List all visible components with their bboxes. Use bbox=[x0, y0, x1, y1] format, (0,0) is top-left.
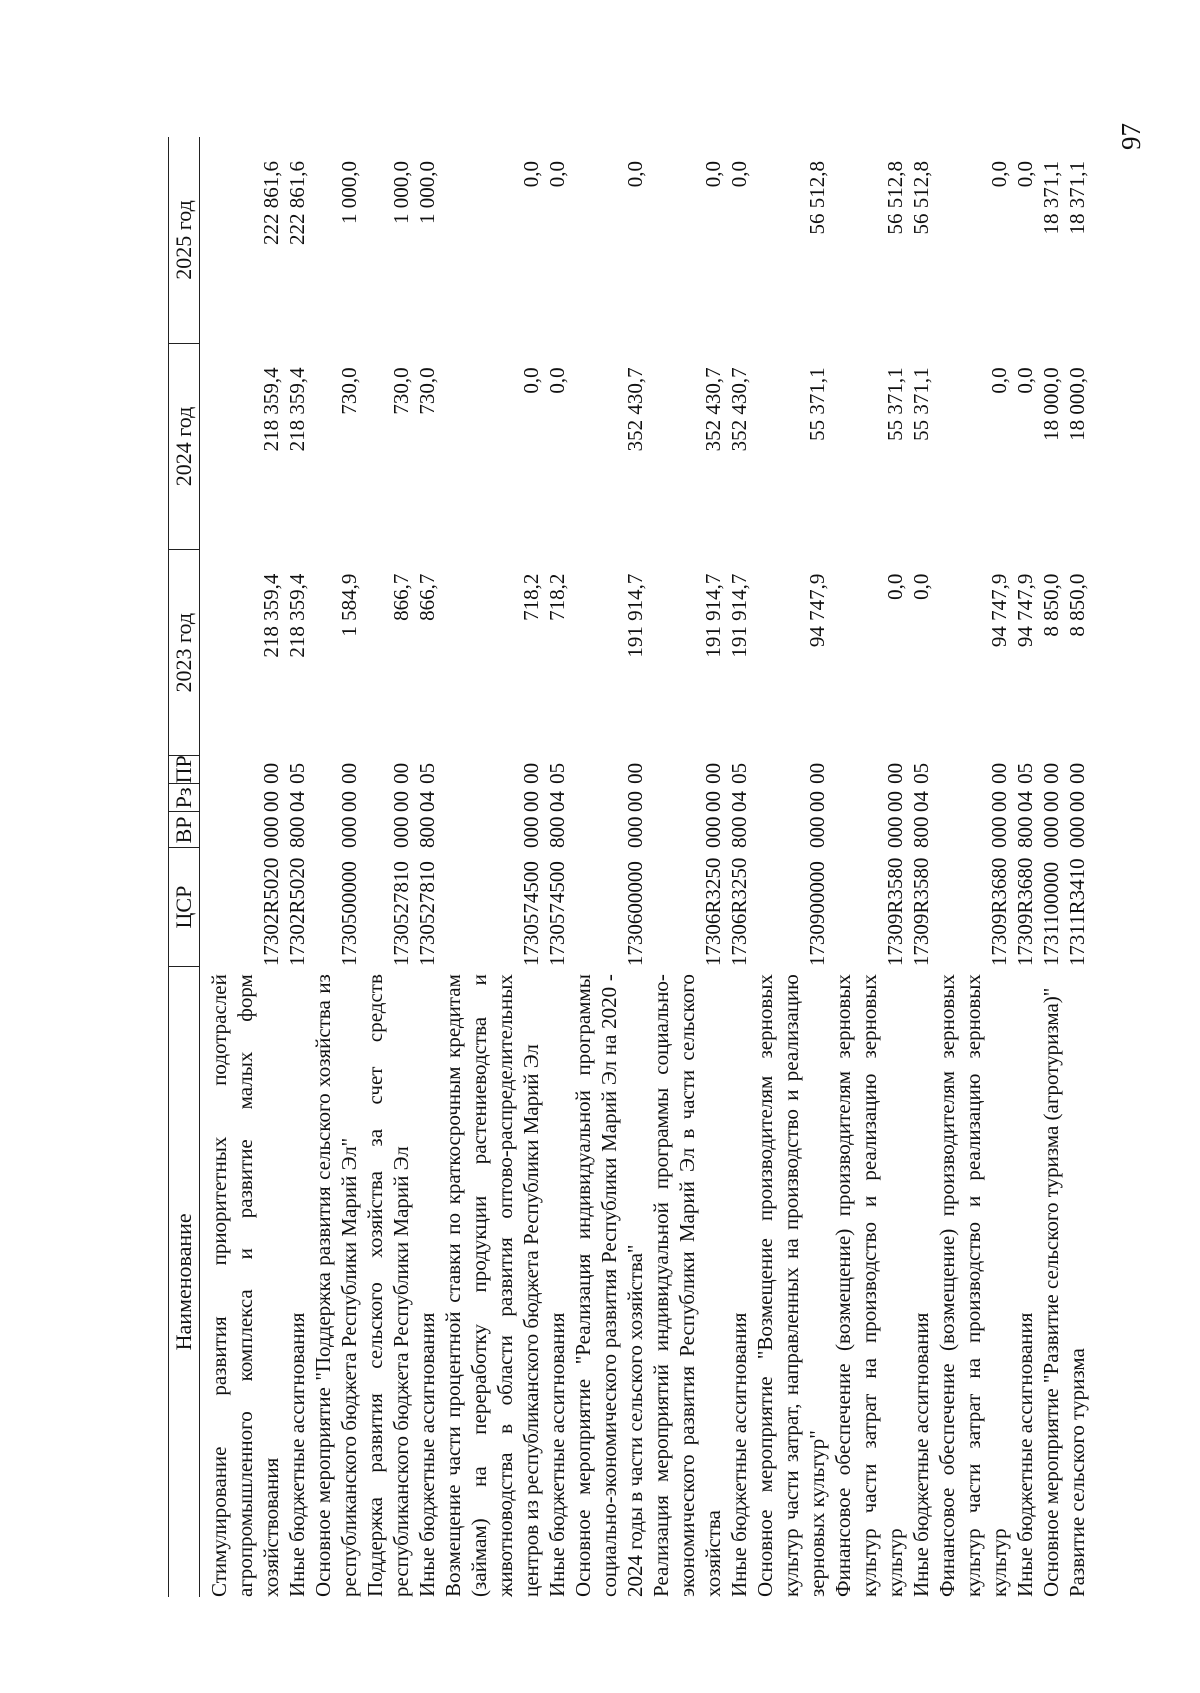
row-2023: 218 359,4 bbox=[259, 573, 283, 658]
row-rz: 00 bbox=[883, 790, 907, 812]
row-vr: 800 bbox=[545, 816, 569, 848]
row-csr: 17302R5020 bbox=[285, 857, 309, 967]
row-2025: 0,0 bbox=[519, 161, 543, 188]
row-csr: 1731100000 bbox=[1039, 861, 1063, 967]
row-csr: 17306R3250 bbox=[727, 857, 751, 967]
row-2025: 18 371,1 bbox=[1039, 161, 1063, 235]
row-vr: 800 bbox=[285, 816, 309, 848]
row-rz: 00 bbox=[337, 790, 361, 812]
row-rz: 04 bbox=[415, 790, 439, 812]
table-row bbox=[544, 137, 570, 1597]
row-2024: 352 430,7 bbox=[727, 367, 751, 452]
row-pr: 00 bbox=[389, 762, 413, 784]
table-row bbox=[362, 137, 414, 1597]
row-2023: 94 747,9 bbox=[987, 573, 1011, 648]
row-pr: 00 bbox=[259, 762, 283, 784]
row-name: Финансовое обеспечение (возмещение) производителям зерновых культур части затрат на производство и реализацию зерновых культур bbox=[935, 974, 1011, 1597]
row-2024: 730,0 bbox=[415, 367, 439, 415]
row-2024: 55 371,1 bbox=[909, 367, 933, 441]
row-rz: 00 bbox=[1039, 790, 1063, 812]
row-2023: 191 914,7 bbox=[701, 573, 725, 658]
row-pr: 00 bbox=[1065, 762, 1089, 784]
row-2024: 55 371,1 bbox=[883, 367, 907, 441]
row-name: Реализация мероприятий индивидуальной программы социально-экономического развития Республики Марий Эл в части сельского хозяйства bbox=[649, 974, 725, 1597]
row-2023: 718,2 bbox=[545, 573, 569, 621]
row-2023: 8 850,0 bbox=[1065, 573, 1089, 637]
table-row bbox=[726, 137, 752, 1597]
row-2023: 218 359,4 bbox=[285, 573, 309, 658]
row-csr: 1730527810 bbox=[415, 861, 439, 967]
row-pr: 05 bbox=[545, 762, 569, 784]
row-pr: 00 bbox=[883, 762, 907, 784]
row-name: Поддержка развития сельского хозяйства за счет средств республиканского бюджета Республики Марий Эл bbox=[363, 974, 413, 1597]
row-csr: 17309R3580 bbox=[883, 857, 907, 967]
row-rz: 00 bbox=[701, 790, 725, 812]
row-vr: 000 bbox=[805, 816, 829, 848]
row-2024: 18 000,0 bbox=[1065, 367, 1089, 441]
header-2025: 2025 год bbox=[169, 137, 200, 343]
row-name: Основное мероприятие "Поддержка развития сельского хозяйства из республиканского бюджета Республики Марий Эл" bbox=[311, 974, 361, 1597]
row-2025: 0,0 bbox=[545, 161, 569, 188]
table-row bbox=[440, 137, 544, 1597]
row-pr: 05 bbox=[415, 762, 439, 784]
row-vr: 000 bbox=[389, 816, 413, 848]
table-row bbox=[310, 137, 362, 1597]
table-row bbox=[570, 137, 648, 1597]
row-pr: 05 bbox=[1013, 762, 1037, 784]
row-2024: 218 359,4 bbox=[285, 367, 309, 452]
row-2025: 1 000,0 bbox=[415, 161, 439, 224]
row-rz: 04 bbox=[1013, 790, 1037, 812]
row-2025: 0,0 bbox=[701, 161, 725, 188]
row-csr: 1730527810 bbox=[389, 861, 413, 967]
header-rz: Рз bbox=[169, 784, 200, 812]
header-2023: 2023 год bbox=[169, 550, 200, 756]
row-2025: 222 861,6 bbox=[259, 161, 283, 245]
row-2025: 56 512,8 bbox=[883, 161, 907, 235]
row-2024: 218 359,4 bbox=[259, 367, 283, 452]
row-pr: 05 bbox=[909, 762, 933, 784]
row-vr: 000 bbox=[701, 816, 725, 848]
row-2023: 1 584,9 bbox=[337, 573, 361, 637]
row-2025: 56 512,8 bbox=[909, 161, 933, 235]
row-vr: 000 bbox=[259, 816, 283, 848]
table-row bbox=[414, 137, 440, 1597]
table-row bbox=[1012, 137, 1038, 1597]
row-rz: 00 bbox=[259, 790, 283, 812]
row-vr: 800 bbox=[909, 816, 933, 848]
row-csr: 17306R3250 bbox=[701, 857, 725, 967]
row-vr: 000 bbox=[623, 816, 647, 848]
row-csr: 17309R3680 bbox=[1013, 857, 1037, 967]
row-2024: 730,0 bbox=[337, 367, 361, 415]
row-2025: 1 000,0 bbox=[389, 161, 413, 224]
row-pr: 00 bbox=[987, 762, 1011, 784]
row-csr: 17309R3680 bbox=[987, 857, 1011, 967]
table-row bbox=[1038, 137, 1064, 1597]
header-name: Наименование bbox=[169, 966, 200, 1597]
table-row bbox=[934, 137, 1012, 1597]
row-2025: 0,0 bbox=[623, 161, 647, 188]
row-vr: 800 bbox=[727, 816, 751, 848]
row-rz: 04 bbox=[545, 790, 569, 812]
page-number: 97 bbox=[1116, 123, 1146, 150]
row-csr: 17311R3410 bbox=[1065, 858, 1089, 967]
table-row bbox=[648, 137, 726, 1597]
row-name: Основное мероприятие "Развитие сельского туризма (агротуризма)" bbox=[1039, 987, 1063, 1597]
table-header-row bbox=[169, 137, 200, 1597]
row-2023: 191 914,7 bbox=[727, 573, 751, 658]
row-name: Иные бюджетные ассигнования bbox=[285, 1312, 309, 1597]
row-csr: 1730574500 bbox=[519, 861, 543, 967]
row-2023: 0,0 bbox=[883, 573, 907, 600]
row-vr: 800 bbox=[415, 816, 439, 848]
row-rz: 00 bbox=[1065, 790, 1089, 812]
row-rz: 00 bbox=[987, 790, 1011, 812]
row-name: Финансовое обеспечение (возмещение) производителям зерновых культур части затрат на производство и реализацию зерновых культур bbox=[831, 974, 907, 1597]
table-row bbox=[908, 137, 934, 1597]
row-pr: 00 bbox=[805, 762, 829, 784]
row-2023: 191 914,7 bbox=[623, 573, 647, 658]
row-name: Стимулирование развития приоритетных подотраслей агропромышленного комплекса и развитие малых форм хозяйствования bbox=[207, 974, 283, 1597]
row-rz: 00 bbox=[623, 790, 647, 812]
row-vr: 000 bbox=[519, 816, 543, 848]
row-vr: 000 bbox=[883, 816, 907, 848]
row-rz: 04 bbox=[727, 790, 751, 812]
row-name: Основное мероприятие "Возмещение производителям зерновых культур части затрат, направленных на производство и реализацию зерновых культур" bbox=[753, 974, 829, 1597]
header-csr: ЦСР bbox=[169, 848, 200, 966]
header-pr: ПР bbox=[169, 756, 200, 784]
row-rz: 00 bbox=[519, 790, 543, 812]
table-row bbox=[752, 137, 830, 1597]
row-2024: 352 430,7 bbox=[701, 367, 725, 452]
row-csr: 1730500000 bbox=[337, 861, 361, 967]
table-row bbox=[200, 137, 285, 1597]
row-pr: 00 bbox=[623, 762, 647, 784]
row-rz: 00 bbox=[389, 790, 413, 812]
row-csr: 17302R5020 bbox=[259, 857, 283, 967]
row-2023: 0,0 bbox=[909, 573, 933, 600]
row-csr: 1730574500 bbox=[545, 861, 569, 967]
row-2024: 352 430,7 bbox=[623, 367, 647, 452]
row-2023: 8 850,0 bbox=[1039, 573, 1063, 637]
row-pr: 05 bbox=[285, 762, 309, 784]
row-name: Иные бюджетные ассигнования bbox=[909, 1312, 933, 1597]
row-vr: 000 bbox=[987, 816, 1011, 848]
header-vr: ВР bbox=[169, 812, 200, 848]
row-2024: 55 371,1 bbox=[805, 367, 829, 441]
row-2025: 0,0 bbox=[1013, 161, 1037, 188]
row-2023: 94 747,9 bbox=[1013, 573, 1037, 648]
table-row bbox=[1064, 137, 1090, 1597]
table-row bbox=[284, 137, 310, 1597]
row-rz: 00 bbox=[805, 790, 829, 812]
row-vr: 000 bbox=[1065, 816, 1089, 848]
row-csr: 1730600000 bbox=[623, 861, 647, 967]
row-pr: 00 bbox=[701, 762, 725, 784]
rotated-page bbox=[168, 137, 1172, 1597]
row-name: Возмещение части процентной ставки по краткосрочным кредитам (займам) на переработку продукции растениеводства и животноводства в области развития оптово-распределительных центров из республиканского бюджета Республики Марий Эл bbox=[441, 974, 543, 1597]
row-2024: 730,0 bbox=[389, 367, 413, 415]
table-row bbox=[830, 137, 908, 1597]
row-2023: 94 747,9 bbox=[805, 573, 829, 648]
row-2025: 1 000,0 bbox=[337, 161, 361, 224]
budget-table bbox=[168, 137, 1090, 1597]
row-name: Развитие сельского туризма bbox=[1065, 1348, 1089, 1597]
row-2025: 0,0 bbox=[987, 161, 1011, 188]
row-pr: 05 bbox=[727, 762, 751, 784]
row-name: Основное мероприятие "Реализация индивидуальной программы социально-экономического развития Республики Марий Эл на 2020 - 2024 годы в части сельского хозяйства" bbox=[571, 974, 647, 1597]
row-pr: 00 bbox=[519, 762, 543, 784]
row-2023: 866,7 bbox=[389, 573, 413, 621]
row-csr: 17309R3580 bbox=[909, 857, 933, 967]
row-2024: 18 000,0 bbox=[1039, 367, 1063, 441]
header-2024: 2024 год bbox=[169, 343, 200, 549]
row-2023: 718,2 bbox=[519, 573, 543, 621]
row-rz: 04 bbox=[285, 790, 309, 812]
row-name: Иные бюджетные ассигнования bbox=[1013, 1312, 1037, 1597]
row-2025: 0,0 bbox=[727, 161, 751, 188]
row-2025: 56 512,8 bbox=[805, 161, 829, 235]
row-name: Иные бюджетные ассигнования bbox=[727, 1312, 751, 1597]
row-2023: 866,7 bbox=[415, 573, 439, 621]
row-name: Иные бюджетные ассигнования bbox=[415, 1312, 439, 1597]
row-rz: 04 bbox=[909, 790, 933, 812]
row-pr: 00 bbox=[337, 762, 361, 784]
row-csr: 1730900000 bbox=[805, 861, 829, 967]
row-vr: 000 bbox=[1039, 816, 1063, 848]
row-pr: 00 bbox=[1039, 762, 1063, 784]
row-2025: 18 371,1 bbox=[1065, 161, 1089, 235]
row-2024: 0,0 bbox=[1013, 367, 1037, 394]
row-vr: 000 bbox=[337, 816, 361, 848]
row-2025: 222 861,6 bbox=[285, 161, 309, 245]
row-2024: 0,0 bbox=[545, 367, 569, 394]
row-2024: 0,0 bbox=[987, 367, 1011, 394]
row-2024: 0,0 bbox=[519, 367, 543, 394]
row-vr: 800 bbox=[1013, 816, 1037, 848]
row-name: Иные бюджетные ассигнования bbox=[545, 1312, 569, 1597]
